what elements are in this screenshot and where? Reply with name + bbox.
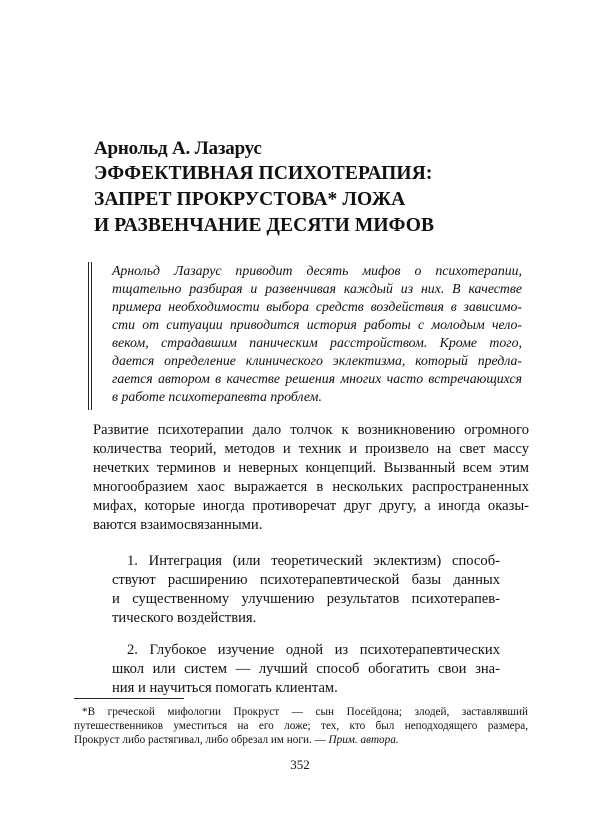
footnote-text: Прокруст либо растягивал, либо обрезал им ноги. — [74,734,326,746]
abstract-margin-rule [88,262,92,410]
abstract-line: тщательно разбирая и развенчивая каждый из них. В качестве [112,281,522,296]
abstract-line: в работе психотерапевта проблем. [112,389,322,404]
myth-1-line: ствуют расширению психотерапевтической базы данных [112,572,500,588]
myth-1-line: 1. Интеграция (или теоретический эклектизм) способ- [127,553,500,569]
footnote-line: путешественников уместиться на его ложе; тех, кто был неподходящего размера, [74,720,528,732]
footnote-rule [74,698,184,699]
footnote-line [74,733,528,747]
body-paragraph-line: многообразием хаос выражается в нескольких распространенных [93,479,529,495]
myth-1-line: тического воздействия. [112,610,257,626]
body-paragraph-line: ваются взаимосвязанными. [93,517,263,533]
abstract-line: гается автором в качестве решения многих часто встречающихся [112,371,522,386]
body-paragraph-line: количества теорий, методов и техник и произвело на свет массу [93,441,529,457]
page-number: 352 [290,757,310,772]
abstract-line: Арнольд Лазарус приводит десять мифов о психотерапии, [112,263,522,278]
footnote-line: *В греческой мифологии Прокруст — сын Посейдона; злодей, заставлявший [82,706,528,718]
abstract-line: сти от ситуации приводится история работы с молодым чело- [112,317,522,332]
body-paragraph-line: нечетких терминов и неверных концепций. Вызванный всем этим [93,460,529,476]
article-title-line-1: ЭФФЕКТИВНАЯ ПСИХОТЕРАПИЯ: [94,163,433,184]
body-paragraph-line: Развитие психотерапии дало толчок к возникновению огромного [93,422,529,438]
article-title-line-3: И РАЗВЕНЧАНИЕ ДЕСЯТИ МИФОВ [94,215,435,236]
myth-2-line: ния и научиться помогать клиентам. [112,680,338,696]
myth-2-line: 2. Глубокое изучение одной из психотерапевтических [127,642,500,658]
abstract-line: веком, страдавшим паническим расстройством. Кроме того, [112,335,522,350]
article-author: Арнольд А. Лазарус [94,138,262,159]
footnote-author-note: Прим. автора. [328,734,399,746]
article-title-line-2: ЗАПРЕТ ПРОКРУСТОВА* ЛОЖА [94,189,406,210]
myth-2-line: школ или систем — лучший способ обогатить свои зна- [112,661,500,677]
body-paragraph-line: мифах, которые иногда противоречат друг другу, а иногда оказы- [93,498,529,514]
abstract-line: дается определение клинического эклектизма, который предла- [112,353,522,368]
myth-1-line: и существенному улучшению результатов психотерапев- [112,591,500,607]
abstract-line: примера необходимости выбора средств воздействия в зависимо- [112,299,522,314]
